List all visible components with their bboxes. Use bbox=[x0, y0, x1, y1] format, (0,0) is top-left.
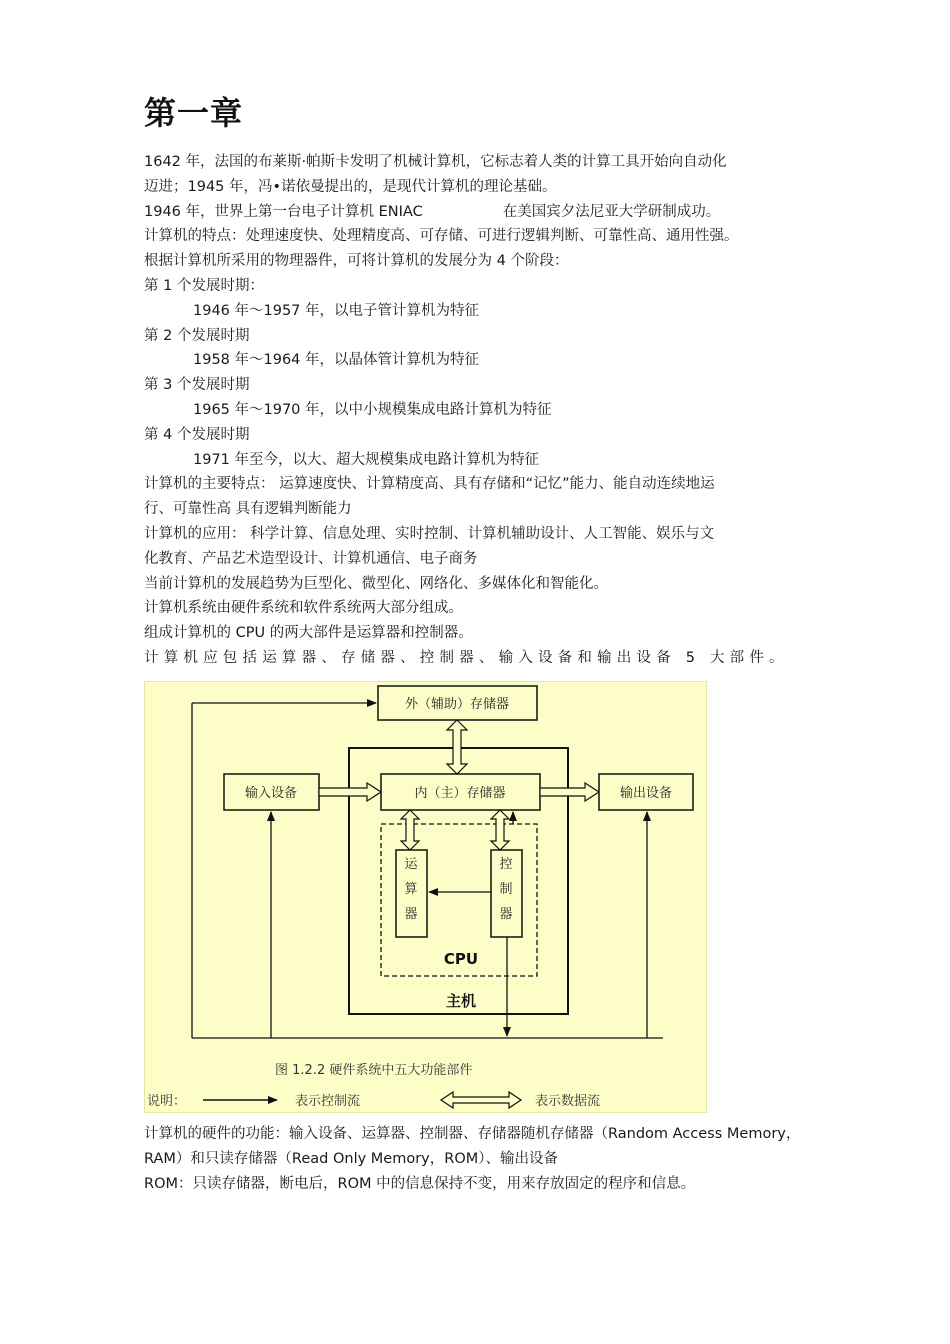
paragraph-line: 当前计算机的发展趋势为巨型化、微型化、网络化、多媒体化和智能化。 bbox=[144, 575, 608, 592]
period-heading: 第 1 个发展时期： bbox=[144, 277, 264, 294]
paragraph-line: 行、可靠性高 具有逻辑判断能力 bbox=[144, 501, 352, 518]
paragraph-line: 化教育、产品艺术造型设计、计算机通信、电子商务 bbox=[144, 550, 478, 567]
external-storage-label: 外（辅助）存储器 bbox=[404, 697, 510, 712]
paragraph-line: 计算机的应用： 科学计算、信息处理、实时控制、计算机辅助设计、人工智能、娱乐与文 bbox=[144, 525, 715, 542]
controller-char: 制 bbox=[499, 882, 513, 897]
figure-caption: 图 1.2.2 硬件系统中五大功能部件 bbox=[275, 1063, 473, 1078]
body-text bbox=[144, 150, 814, 671]
chapter-title: 第一章 bbox=[144, 94, 244, 132]
paragraph-line: 计算机的特点：处理速度快、处理精度高、可存储、可进行逻辑判断、可靠性高、通用性强。 bbox=[144, 228, 739, 245]
input-device-label: 输入设备 bbox=[244, 786, 298, 801]
period-detail: 1946 年～1957 年，以电子管计算机为特征 bbox=[193, 302, 480, 319]
paragraph-line: 根据计算机所采用的物理器件，可将计算机的发展分为 4 个阶段： bbox=[144, 253, 569, 270]
paragraph-line: 计算机应包括运算器、存储器、控制器、输入设备和输出设备 5 大部件。 bbox=[144, 649, 789, 666]
eniac-text: 1946 年，世界上第一台电子计算机 ENIAC bbox=[144, 203, 423, 220]
after-figure-text bbox=[144, 1122, 824, 1196]
alu-char: 运 bbox=[404, 857, 418, 872]
internal-storage-label: 内（主）存储器 bbox=[414, 786, 506, 801]
period-heading: 第 2 个发展时期 bbox=[144, 327, 250, 344]
data-flow-arrow-internal-alu bbox=[401, 810, 419, 850]
period-detail: 1965 年～1970 年，以中小规模集成电路计算机为特征 bbox=[193, 401, 552, 418]
paragraph-line: 计算机的硬件的功能：输入设备、运算器、控制器、存储器随机存储器（Random Access Memory， bbox=[144, 1126, 801, 1142]
legend-control-label: 表示控制流 bbox=[295, 1094, 361, 1109]
period-heading: 第 3 个发展时期 bbox=[144, 377, 250, 394]
paragraph-line: 计算机的主要特点： 运算速度快、计算精度高、具有存储和“记忆”能力、能自动连续地运 bbox=[144, 476, 715, 493]
paragraph-line: 迈进；1945 年，冯•诺依曼提出的，是现代计算机的理论基础。 bbox=[144, 178, 557, 195]
paragraph-line: 组成计算机的 CPU 的两大部件是运算器和控制器。 bbox=[144, 625, 473, 642]
cpu-label: CPU bbox=[443, 950, 479, 968]
alu-char: 器 bbox=[404, 907, 418, 922]
data-flow-arrow-internal-output bbox=[540, 783, 599, 801]
output-device-label: 输出设备 bbox=[619, 786, 673, 801]
period-detail: 1971 年至今，以大、超大规模集成电路计算机为特征 bbox=[193, 451, 540, 468]
legend-data-arrow bbox=[441, 1092, 521, 1108]
paragraph-line bbox=[144, 200, 814, 225]
data-flow-arrow-internal-controller bbox=[491, 810, 509, 850]
alu-char: 算 bbox=[404, 882, 418, 897]
diagram-svg bbox=[145, 682, 708, 1114]
host-label: 主机 bbox=[445, 992, 477, 1010]
paragraph-line: 1642 年，法国的布莱斯·帕斯卡发明了机械计算机，它标志着人类的计算工具开始向自动化 bbox=[144, 154, 727, 170]
legend-prefix: 说明： bbox=[147, 1094, 187, 1109]
period-heading: 第 4 个发展时期 bbox=[144, 426, 250, 443]
paragraph-line: ROM：只读存储器，断电后，ROM 中的信息保持不变，用来存放固定的程序和信息。 bbox=[144, 1175, 696, 1192]
paragraph-line: 计算机系统由硬件系统和软件系统两大部分组成。 bbox=[144, 600, 463, 617]
controller-char: 器 bbox=[499, 907, 513, 922]
controller-char: 控 bbox=[499, 857, 513, 872]
paragraph-line: RAM）和只读存储器（Read Only Memory，ROM）、输出设备 bbox=[144, 1150, 558, 1167]
eniac-location-text: 在美国宾夕法尼亚大学研制成功。 bbox=[502, 203, 721, 220]
legend-data-label: 表示数据流 bbox=[535, 1094, 601, 1109]
period-detail: 1958 年～1964 年，以晶体管计算机为特征 bbox=[193, 352, 480, 369]
hardware-diagram bbox=[144, 681, 707, 1113]
